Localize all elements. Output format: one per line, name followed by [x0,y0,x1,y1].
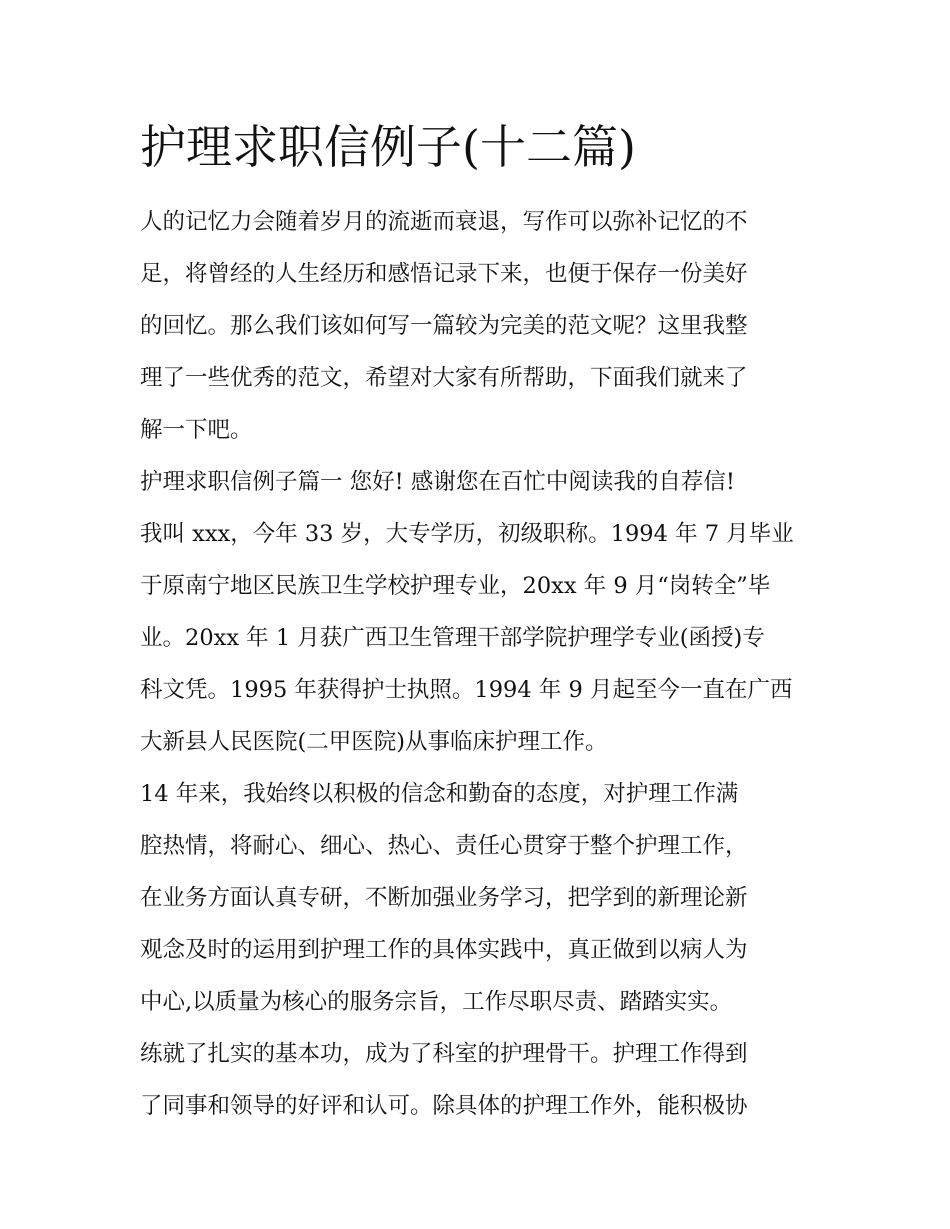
text-line: 解一下吧。 [140,417,253,443]
paragraph-experience [140,768,816,1132]
text-line: 足，将曾经的人生经历和感悟记录下来，也便于保存一份美好 [140,261,748,287]
text-line: 腔热情，将耐心、细心、热心、责任心贯穿于整个护理工作， [140,833,748,859]
paragraph-greeting [140,456,816,508]
text-line: 理了一些优秀的范文，希望对大家有所帮助，下面我们就来了 [140,365,748,391]
text-line: 我叫 xxx，今年 33 岁，大专学历，初级职称。1994 年 7 月毕业 [140,521,794,547]
text-line: 中心,以质量为核心的服务宗旨，工作尽职尽责、踏踏实实。 [140,989,733,1015]
paragraph-background [140,508,816,768]
text-line: 科文凭。1995 年获得护士执照。1994 年 9 月起至今一直在广西 [140,677,793,703]
text-line: 人的记忆力会随着岁月的流逝而衰退，写作可以弥补记忆的不 [140,209,748,235]
document-body [140,196,816,1132]
text-line: 在业务方面认真专研，不断加强业务学习，把学到的新理论新 [140,885,748,911]
text-line: 业。20xx 年 1 月获广西卫生管理干部学院护理学专业(函授)专 [140,625,765,651]
text-line: 大新县人民医院(二甲医院)从事临床护理工作。 [140,729,608,755]
text-line: 于原南宁地区民族卫生学校护理专业，20xx 年 9 月“岗转全”毕 [140,573,771,599]
text-line: 练就了扎实的基本功，成为了科室的护理骨干。护理工作得到 [140,1041,748,1067]
paragraph-intro [140,196,816,456]
text-line: 护理求职信例子篇一 您好! 感谢您在百忙中阅读我的自荐信! [140,469,735,495]
document-title: 护理求职信例子(十二篇) [140,120,636,174]
text-line: 了同事和领导的好评和认可。除具体的护理工作外，能积极协 [140,1093,748,1119]
text-line: 观念及时的运用到护理工作的具体实践中，真正做到以病人为 [140,937,748,963]
text-line: 的回忆。那么我们该如何写一篇较为完美的范文呢？这里我整 [140,313,748,339]
text-line: 14 年来，我始终以积极的信念和勤奋的态度，对护理工作满 [140,781,739,807]
